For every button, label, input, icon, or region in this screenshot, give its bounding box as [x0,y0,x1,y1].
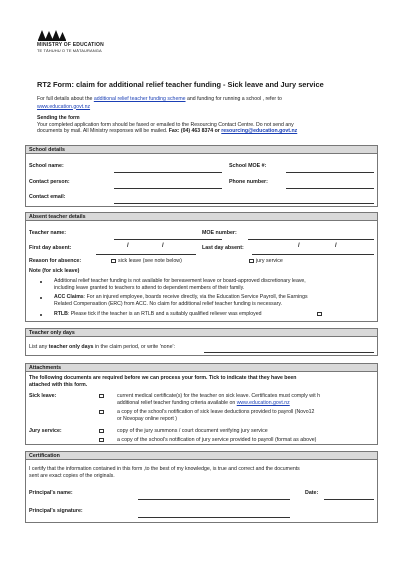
phone-number-label: Phone number: [229,179,268,185]
education-website-link[interactable]: www.education.govt.nz [37,103,91,110]
sick-leave-deductions-checkbox[interactable] [99,410,104,415]
sick-leave-checkbox[interactable] [111,259,116,264]
last-day-field[interactable] [252,254,374,255]
principal-signature-field[interactable] [138,517,290,518]
sick-leave-deductions-line2: or Novopay online report ) [117,415,177,422]
absent-teacher-heading: Absent teacher details [26,213,377,221]
principal-name-field[interactable] [138,499,290,500]
last-day-label: Last day absent: [202,245,244,251]
reason-label: Reason for absence: [29,258,82,264]
tod-text-pre: List any [29,344,49,350]
sick-leave-option-label: sick leave (see note below) [118,258,182,264]
school-details-heading: School details [26,146,377,154]
jury-service-option-label: jury service [256,258,283,264]
note-bullet-2 [40,297,42,299]
org-name-maori: TE TĀHUHU O TE MĀTAURANGA [37,48,102,54]
attachments-section [25,363,378,445]
criteria-website-link[interactable]: www.education.govt.nz [236,399,290,406]
teacher-only-days-section [25,328,378,356]
sick-leave-attachments-label: Sick leave: [29,393,57,399]
note-2 [54,294,308,308]
sick-leave-deductions-item [117,409,314,423]
note-bullet-1 [40,281,42,283]
note-1 [54,278,306,292]
date-field[interactable] [324,499,374,500]
principal-name-label: Principal's name: [29,490,73,496]
last-day-slash-1: / [298,243,300,249]
teacher-only-days-field[interactable] [204,352,374,353]
moe-number-field[interactable] [248,239,374,240]
contact-person-field[interactable] [114,188,222,189]
org-name: MINISTRY OF EDUCATION [37,42,104,48]
note-2-line1: : For an injured employee, boards receive directly, via the Education Service Payroll, the Earnings [83,294,308,300]
first-day-label: First day absent: [29,245,72,251]
note-3-text: : Please tick if the teacher is an RTLB and a suitably qualified reliever was employed [67,311,262,317]
teacher-name-label: Teacher name: [29,230,66,236]
medical-certificate-item [117,393,320,407]
teacher-name-field[interactable] [114,239,222,240]
school-moe-label: School MOE #: [229,163,267,169]
rtlb-label: RTLB [54,311,68,317]
contact-person-label: Contact person: [29,179,70,185]
note-bullet-3 [40,314,42,316]
note-3 [54,311,262,318]
sending-line1: Your completed application form should be faxed or emailed to the Resourcing Contact Centre. Do not send any [37,121,294,128]
rtlb-checkbox[interactable] [317,312,322,317]
ministry-logo [37,28,137,53]
note-2-line2: Related Compensation (ERC) from ACC. No claim for additional relief teacher funding is necessary. [54,300,282,307]
principal-signature-label: Principal's signature: [29,508,83,514]
intro-text [37,96,367,111]
teacher-only-days-instruction [29,344,175,351]
certification-line2: sent are exact copies of the originals. [29,472,115,479]
sick-leave-deductions-line1: a copy of the school's notification of sick leave deductions provided to payroll (Novo12 [117,409,315,415]
attachments-heading: Attachments [26,364,377,372]
first-day-field[interactable] [96,254,196,255]
absent-teacher-section [25,212,378,322]
resourcing-email-link[interactable]: resourcing@education.govt.nz [221,128,298,134]
sending-heading: Sending the form [37,115,80,121]
medical-certificate-line1: current medical certificate(s) for the teacher on sick leave. Certificates must comply wit h [117,393,320,399]
jury-service-checkbox[interactable] [249,259,254,264]
teacher-only-days-heading: Teacher only days [26,329,377,337]
school-moe-field[interactable] [286,172,374,173]
medical-certificate-line2: additional relief teacher funding criteria available on [117,399,236,406]
attachments-intro-line2: attached with this form. [29,381,88,388]
note-heading: Note (for sick leave) [29,268,80,274]
school-name-field[interactable] [114,172,222,173]
acc-claims-label: ACC Claims [54,294,84,300]
moe-number-label: MOE number: [202,230,237,236]
jury-summons-item: copy of the jury summons / court document verifying jury service [117,428,268,434]
certification-line1: I certify that the information contained in this form ,to the best of my knowledge, is true and correct and the documents [29,466,300,472]
certification-statement [29,466,377,480]
tod-text-post: in the claim period, or write 'none': [93,344,175,350]
sending-line2: documents by mail. All Ministry responses will be mailed. [37,128,168,134]
relief-funding-scheme-link[interactable]: additional relief teacher funding scheme [93,96,186,102]
contact-email-label: Contact email: [29,194,66,200]
note-1-line1: Additional relief teacher funding is not available for bereavement leave or board-approved discretionary leave, [54,278,306,284]
intro-part1: For full details about the [37,96,93,102]
school-details-section [25,145,378,207]
phone-number-field[interactable] [286,188,374,189]
form-title: RT2 Form: claim for additional relief teacher funding - Sick leave and Jury service [37,80,324,89]
attachments-intro-line1: The following documents are required before we can process your form. Tick to indicate that they have been [29,375,297,381]
jury-summons-checkbox[interactable] [99,429,104,434]
first-day-slash-2: / [162,243,164,249]
last-day-slash-2: / [335,243,337,249]
note-1-line2: including leave granted to teachers to attend to dependent members of their family. [54,284,245,291]
fax-number: Fax: (04) 463 8374 or [168,128,220,134]
ministry-logo-mark-icon [37,28,67,41]
attachments-intro [29,375,377,389]
jury-service-attachments-label: Jury service: [29,428,62,434]
tod-text-bold: teacher only days [48,344,94,350]
school-name-label: School name: [29,163,64,169]
certification-heading: Certification [26,452,377,460]
first-day-slash-1: / [127,243,129,249]
jury-notification-checkbox[interactable] [99,438,104,443]
medical-certificate-checkbox[interactable] [99,394,104,399]
intro-part2: and funding for running a school , refer to [187,96,282,102]
sending-instructions [37,115,372,135]
jury-notification-item: a copy of the school's notification of jury service provided to payroll (format as above) [117,437,317,443]
date-label: Date: [305,490,319,496]
contact-email-field[interactable] [114,203,374,204]
certification-section [25,451,378,523]
